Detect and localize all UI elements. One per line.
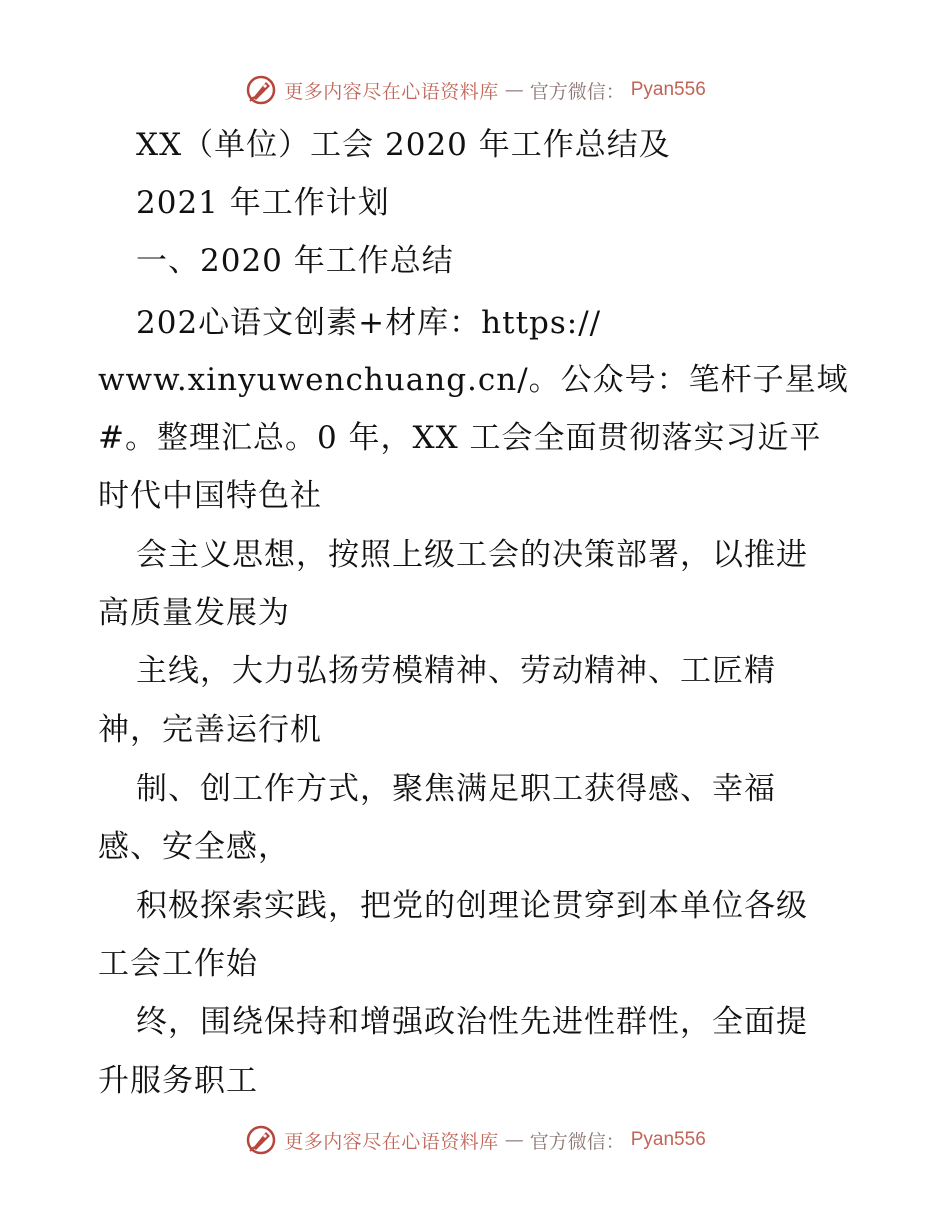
- paragraph-line: 202心语文创素+材库：https://: [136, 305, 602, 341]
- paragraph-line: 工会工作始: [98, 946, 258, 982]
- title-line-1: XX（单位）工会 2020 年工作总结及: [136, 127, 671, 163]
- paragraph-line: #。整理汇总。0 年，XX 工会全面贯彻落实习近平: [98, 420, 822, 456]
- paragraph-line: 制、创工作方式，聚焦满足职工获得感、幸福: [136, 771, 776, 807]
- section-heading: 一、2020 年工作总结: [136, 243, 454, 279]
- paragraph-line: 积极探索实践，把党的创理论贯穿到本单位各级: [136, 888, 808, 924]
- paragraph-line: 时代中国特色社: [98, 478, 322, 514]
- title-line-2: 2021 年工作计划: [136, 185, 390, 221]
- banner-wechat-label: 官方微信：: [529, 80, 625, 103]
- pen-nib-logo-icon: [244, 73, 278, 107]
- paragraph-line: 神，完善运行机: [98, 712, 322, 748]
- banner-dash: —: [504, 79, 524, 101]
- paragraph-line: 主线，大力弘扬劳模精神、劳动精神、工匠精: [136, 653, 776, 689]
- banner-dash: —: [504, 1129, 524, 1151]
- paragraph-line: 感、安全感，: [98, 829, 290, 865]
- banner-wechat-label: 官方微信：: [529, 1130, 625, 1153]
- banner-slogan: 更多内容尽在心语资料库: [284, 80, 499, 103]
- banner-wechat-id: Pyan556: [630, 79, 706, 100]
- banner-wechat-id: Pyan556: [630, 1129, 706, 1150]
- paragraph-line: 升服务职工: [98, 1063, 258, 1099]
- header-banner: [0, 70, 950, 110]
- paragraph-line: 高质量发展为: [98, 595, 290, 631]
- pen-nib-logo-icon: [244, 1123, 278, 1157]
- paragraph-line: www.xinyuwenchuang.cn/。公众号：笔杆子星域: [98, 362, 849, 398]
- footer-banner: [0, 1120, 950, 1160]
- paragraph-line: 会主义思想，按照上级工会的决策部署，以推进: [136, 537, 808, 573]
- banner-slogan: 更多内容尽在心语资料库: [284, 1130, 499, 1153]
- paragraph-line: 终，围绕保持和增强政治性先进性群性，全面提: [136, 1004, 808, 1040]
